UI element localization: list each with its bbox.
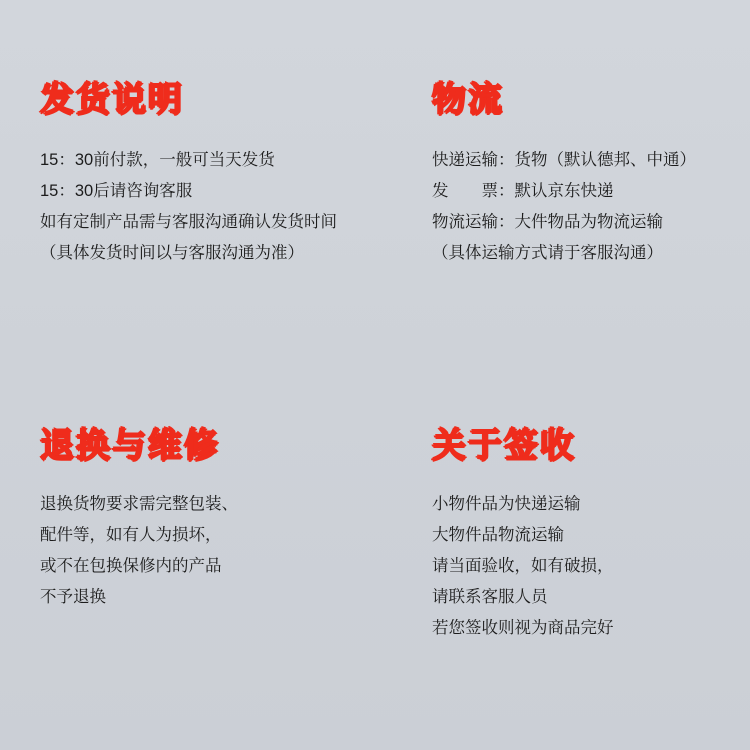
section-returns-title: 退换与维修: [40, 427, 220, 465]
section-logistics-title: 物流: [432, 81, 504, 119]
section-returns-lines: [40, 489, 238, 613]
section-logistics: [432, 82, 696, 269]
section-logistics-lines: [432, 145, 696, 269]
section-signing: [432, 428, 614, 644]
text-line: 或不在包换保修内的产品: [40, 557, 222, 576]
text-line: 请当面验收，如有破损，: [432, 557, 614, 576]
text-line: 配件等，如有人为损坏，: [40, 526, 222, 545]
text-line: （具体发货时间以与客服沟通为准）: [40, 244, 304, 263]
text-line: （具体运输方式请于客服沟通）: [432, 244, 663, 263]
section-signing-lines: [432, 489, 614, 644]
text-line: 如有定制产品需与客服沟通确认发货时间: [40, 213, 337, 232]
text-line: 15：30前付款，一般可当天发货: [40, 151, 275, 170]
text-line: 物流运输：大件物品为物流运输: [432, 213, 663, 232]
section-shipping-lines: [40, 145, 337, 269]
text-line: 15：30后请咨询客服: [40, 182, 193, 201]
section-signing-title: 关于签收: [432, 427, 576, 465]
text-line: 若您签收则视为商品完好: [432, 619, 614, 638]
text-line: 退换货物要求需完整包装、: [40, 495, 238, 514]
text-line: 小物件品为快递运输: [432, 495, 581, 514]
text-line: 发 票：默认京东快递: [432, 182, 614, 201]
text-line: 快递运输：货物（默认德邦、中通）: [432, 151, 696, 170]
section-returns: [40, 428, 238, 613]
text-line: 请联系客服人员: [432, 588, 548, 607]
text-line: 不予退换: [40, 588, 106, 607]
section-shipping: [40, 82, 337, 269]
text-line: 大物件品物流运输: [432, 526, 564, 545]
section-shipping-title: 发货说明: [40, 81, 184, 119]
